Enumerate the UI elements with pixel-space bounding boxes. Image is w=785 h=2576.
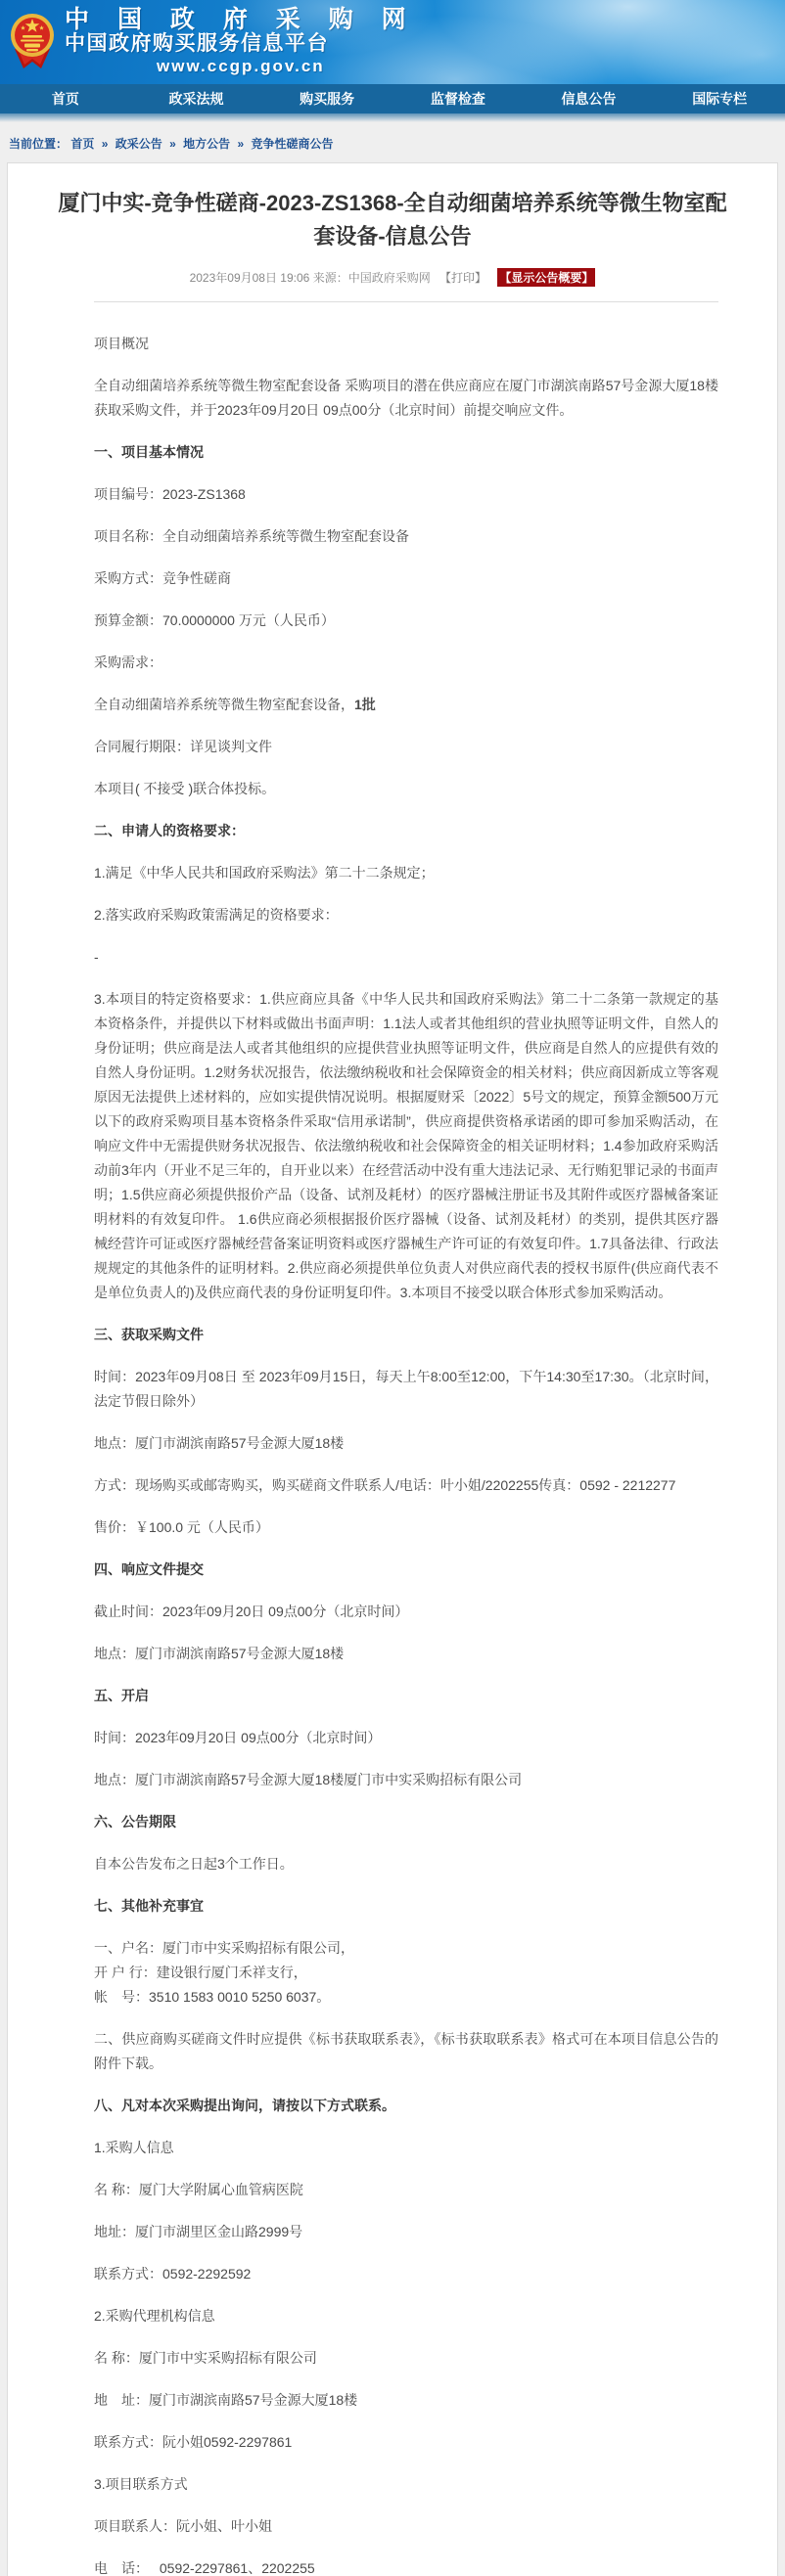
section-heading: 二、申请人的资格要求： xyxy=(94,823,245,838)
body-paragraph: 地 址：厦门市湖滨南路57号金源大厦18楼 xyxy=(94,2392,358,2408)
nav-item-home[interactable]: 首页 xyxy=(51,91,79,107)
body-paragraph: 联系方式：阮小姐0592-2297861 xyxy=(94,2434,293,2450)
breadcrumb-label: 当前位置： xyxy=(9,137,69,151)
page-title: 厦门中实-竞争性磋商-2023-ZS1368-全自动细菌培养系统等微生物室配套设备-信息公告 xyxy=(58,191,727,249)
body-paragraph: 合同履行期限：详见谈判文件 xyxy=(94,739,272,754)
body-paragraph: 地址：厦门市湖里区金山路2999号 xyxy=(94,2224,303,2239)
body-paragraph: 售价：￥100.0 元（人民币） xyxy=(94,1519,269,1535)
body-paragraph: 全自动细菌培养系统等微生物室配套设备，1批 xyxy=(94,697,376,712)
site-name: 中 国 政 府 采 购 网 xyxy=(65,6,417,33)
article-meta xyxy=(8,268,777,287)
body-paragraph: 全自动细菌培养系统等微生物室配套设备 采购项目的潜在供应商应在厦门市湖滨南路57号金源大厦18楼获取采购文件，并于2023年09月20日 09点00分（北京时间）前提交响应文件。 xyxy=(94,378,718,418)
body-paragraph: 项目编号：2023-ZS1368 xyxy=(94,486,246,502)
article-body xyxy=(8,302,777,2576)
site-subtitle: 中国政府购买服务信息平台 xyxy=(65,32,329,55)
body-paragraph: 名 称：厦门市中实采购招标有限公司 xyxy=(94,2350,317,2366)
nav-item-regulations[interactable]: 政采法规 xyxy=(168,91,224,107)
body-paragraph: 联系方式：0592-2292592 xyxy=(94,2266,252,2282)
body-paragraph: 地点：厦门市湖滨南路57号金源大厦18楼 xyxy=(94,1435,345,1451)
site-url: www.ccgp.gov.cn xyxy=(157,57,325,75)
print-button[interactable]: 【打印】 xyxy=(439,271,487,285)
section-heading: 一、项目基本情况 xyxy=(94,444,204,460)
body-paragraph: 3.本项目的特定资格要求：1.供应商应具备《中华人民共和国政府采购法》第二十二条第一款规定的基本资格条件，并提供以下材料或做出书面声明：1.1法人或者其他组织的营业执照等证明文件，自然人的身份证明；供应商是法人或者其他组织的应提供营业执照等证明文件，供应商是自然人的应提供有效的自然人身份证明。1.2财务状况报告，依法缴纳税收和社会保障资金的相关材料；供应商因新成立等客观原因无法提供上述材料的，应如实提供情况说明。根据厦财采〔2022〕5号文的规定，预算金额500万元以下的政府采购项目基本资格条件采取“信用承诺制”，供应商提供资格承诺函的即可参加采购活动，在响应文件中无需提供财务状况报告、依法缴纳税收和社会保障资金的相关证明材料；1.4参加政府采购活动前3年内（开业不足三年的，自开业以来）在经营活动中没有重大违法记录、无行贿犯罪记录的书面声明；1.5供应商必须提供报价产品（设备、试剂及耗材）的医疗器械注册证书及其附件或医疗器械备案证明材料的有效复印件。 1.6供应商必须根据报价医疗器械（设备、试剂及耗材）的类别，提供其医疗器械经营许可证或医疗器械经营备案证明资料或医疗器械生产许可证的有效复印件。1.7具备法律、行政法规规定的其他条件的证明材料。2.供应商必须提供单位负责人对供应商代表的授权书原件(供应商代表不是单位负责人的)及供应商代表的身份证明复印件。3.本项目不接受以联合体形式参加采购活动。 xyxy=(94,991,718,1300)
body-paragraph: - xyxy=(94,949,99,965)
body-paragraph: 预算金额：70.0000000 万元（人民币） xyxy=(94,612,335,628)
section-heading: 五、开启 xyxy=(94,1688,149,1703)
body-paragraph: 项目概况 xyxy=(94,336,149,351)
body-paragraph: 地点：厦门市湖滨南路57号金源大厦18楼厦门市中实采购招标有限公司 xyxy=(94,1772,523,1787)
breadcrumb xyxy=(0,122,785,162)
body-paragraph: 二、供应商购买磋商文件时应提供《标书获取联系表》，《标书获取联系表》格式可在本项目信息公告的附件下载。 xyxy=(94,2031,718,2071)
section-heading: 三、获取采购文件 xyxy=(94,1327,204,1342)
nav-item-announcements[interactable]: 信息公告 xyxy=(561,91,617,107)
body-paragraph: 3.项目联系方式 xyxy=(94,2476,188,2492)
nav-item-purchase-services[interactable]: 购买服务 xyxy=(300,91,355,107)
body-paragraph: 采购方式：竞争性磋商 xyxy=(94,570,231,586)
show-summary-button[interactable]: 【显示公告概要】 xyxy=(497,268,595,287)
body-paragraph: 名 称：厦门大学附属心血管病医院 xyxy=(94,2182,303,2197)
nav-item-supervision[interactable]: 监督检查 xyxy=(430,91,485,107)
breadcrumb-separator: » xyxy=(101,137,109,151)
section-heading: 七、其他补充事宜 xyxy=(94,1898,204,1914)
body-paragraph: 本项目( 不接受 )联合体投标。 xyxy=(94,781,276,796)
body-paragraph: 截止时间：2023年09月20日 09点00分（北京时间） xyxy=(94,1604,409,1619)
body-paragraph: 项目名称：全自动细菌培养系统等微生物室配套设备 xyxy=(94,528,409,544)
logo-text xyxy=(65,7,417,77)
body-paragraph: 电 话： 0592-2297861、2202255 xyxy=(94,2560,315,2576)
main-nav xyxy=(0,84,785,113)
nav-fade-divider xyxy=(0,113,785,122)
body-paragraph: 2.落实政府采购政策需满足的资格要求： xyxy=(94,907,339,923)
section-heading: 八、凡对本次采购提出询问，请按以下方式联系。 xyxy=(94,2098,395,2113)
announcement-container xyxy=(7,162,778,2576)
site-header xyxy=(0,0,785,84)
body-paragraph: 地点：厦门市湖滨南路57号金源大厦18楼 xyxy=(94,1646,345,1661)
body-paragraph: 方式：现场购买或邮寄购买，购买磋商文件联系人/电话：叶小姐/2202255传真：0592 - 2212277 xyxy=(94,1477,676,1493)
body-paragraph: 一、户名：厦门市中实采购招标有限公司， 开 户 行：建设银行厦门禾祥支行， 帐 号：3510 1583 0010 5250 6037。 xyxy=(94,1940,354,2005)
national-emblem-icon xyxy=(10,9,55,73)
body-paragraph: 2.采购代理机构信息 xyxy=(94,2308,215,2324)
breadcrumb-item-announcements[interactable]: 政采公告 xyxy=(115,137,162,151)
body-paragraph: 时间：2023年09月20日 09点00分（北京时间） xyxy=(94,1730,382,1745)
breadcrumb-item-competitive-consultation[interactable]: 竞争性磋商公告 xyxy=(251,137,334,151)
section-heading: 四、响应文件提交 xyxy=(94,1561,204,1577)
body-paragraph: 项目联系人：阮小姐、叶小姐 xyxy=(94,2518,272,2534)
section-heading: 六、公告期限 xyxy=(94,1814,176,1830)
nav-item-international[interactable]: 国际专栏 xyxy=(692,91,748,107)
body-paragraph: 1.采购人信息 xyxy=(94,2140,174,2155)
breadcrumb-separator: » xyxy=(169,137,176,151)
publish-datetime: 2023年09月08日 19:06 xyxy=(189,271,310,285)
body-paragraph: 采购需求： xyxy=(94,655,162,670)
breadcrumb-separator: » xyxy=(237,137,245,151)
body-paragraph: 自本公告发布之日起3个工作日。 xyxy=(94,1856,294,1872)
source-label: 来源：中国政府采购网 xyxy=(312,271,431,285)
site-logo[interactable] xyxy=(10,7,417,77)
breadcrumb-item-local[interactable]: 地方公告 xyxy=(183,137,231,151)
breadcrumb-item-home[interactable]: 首页 xyxy=(70,137,95,151)
body-paragraph: 时间：2023年09月08日 至 2023年09月15日，每天上午8:00至12:00，下午14:30至17:30。（北京时间，法定节假日除外） xyxy=(94,1369,718,1409)
body-paragraph: 1.满足《中华人民共和国政府采购法》第二十二条规定； xyxy=(94,865,435,881)
